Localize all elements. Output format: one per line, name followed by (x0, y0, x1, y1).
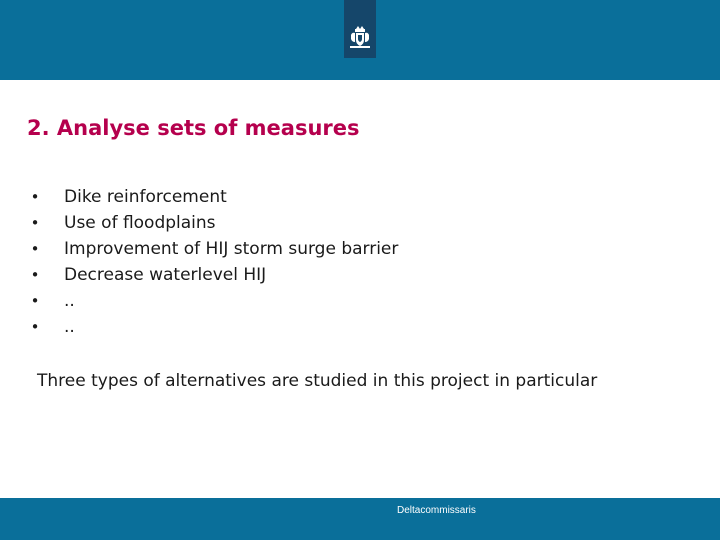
bullet-marker: • (30, 240, 40, 258)
bullet-marker: • (30, 214, 40, 232)
slide-title: 2. Analyse sets of measures (27, 116, 360, 140)
coat-of-arms-icon (348, 26, 372, 50)
list-item (30, 262, 398, 288)
header-bar (0, 0, 720, 80)
footer-label: Deltacommissaris (397, 505, 476, 516)
bullet-text: Decrease waterlevel HIJ (64, 265, 267, 285)
bullet-marker: • (30, 266, 40, 284)
list-item (30, 184, 398, 210)
bullet-text: Dike reinforcement (64, 187, 227, 207)
footer-bar (0, 498, 720, 540)
bullet-list (30, 184, 398, 340)
bullet-marker: • (30, 292, 40, 310)
bullet-marker: • (30, 188, 40, 206)
bullet-text: Use of floodplains (64, 213, 216, 233)
bullet-text: .. (64, 317, 75, 337)
list-item (30, 236, 398, 262)
logo (344, 0, 376, 58)
bullet-marker: • (30, 318, 40, 336)
list-item (30, 314, 398, 340)
list-item (30, 210, 398, 236)
bullet-text: Improvement of HIJ storm surge barrier (64, 239, 399, 259)
summary-text: Three types of alternatives are studied in this project in particular (37, 371, 598, 391)
list-item (30, 288, 398, 314)
bullet-text: .. (64, 291, 75, 311)
